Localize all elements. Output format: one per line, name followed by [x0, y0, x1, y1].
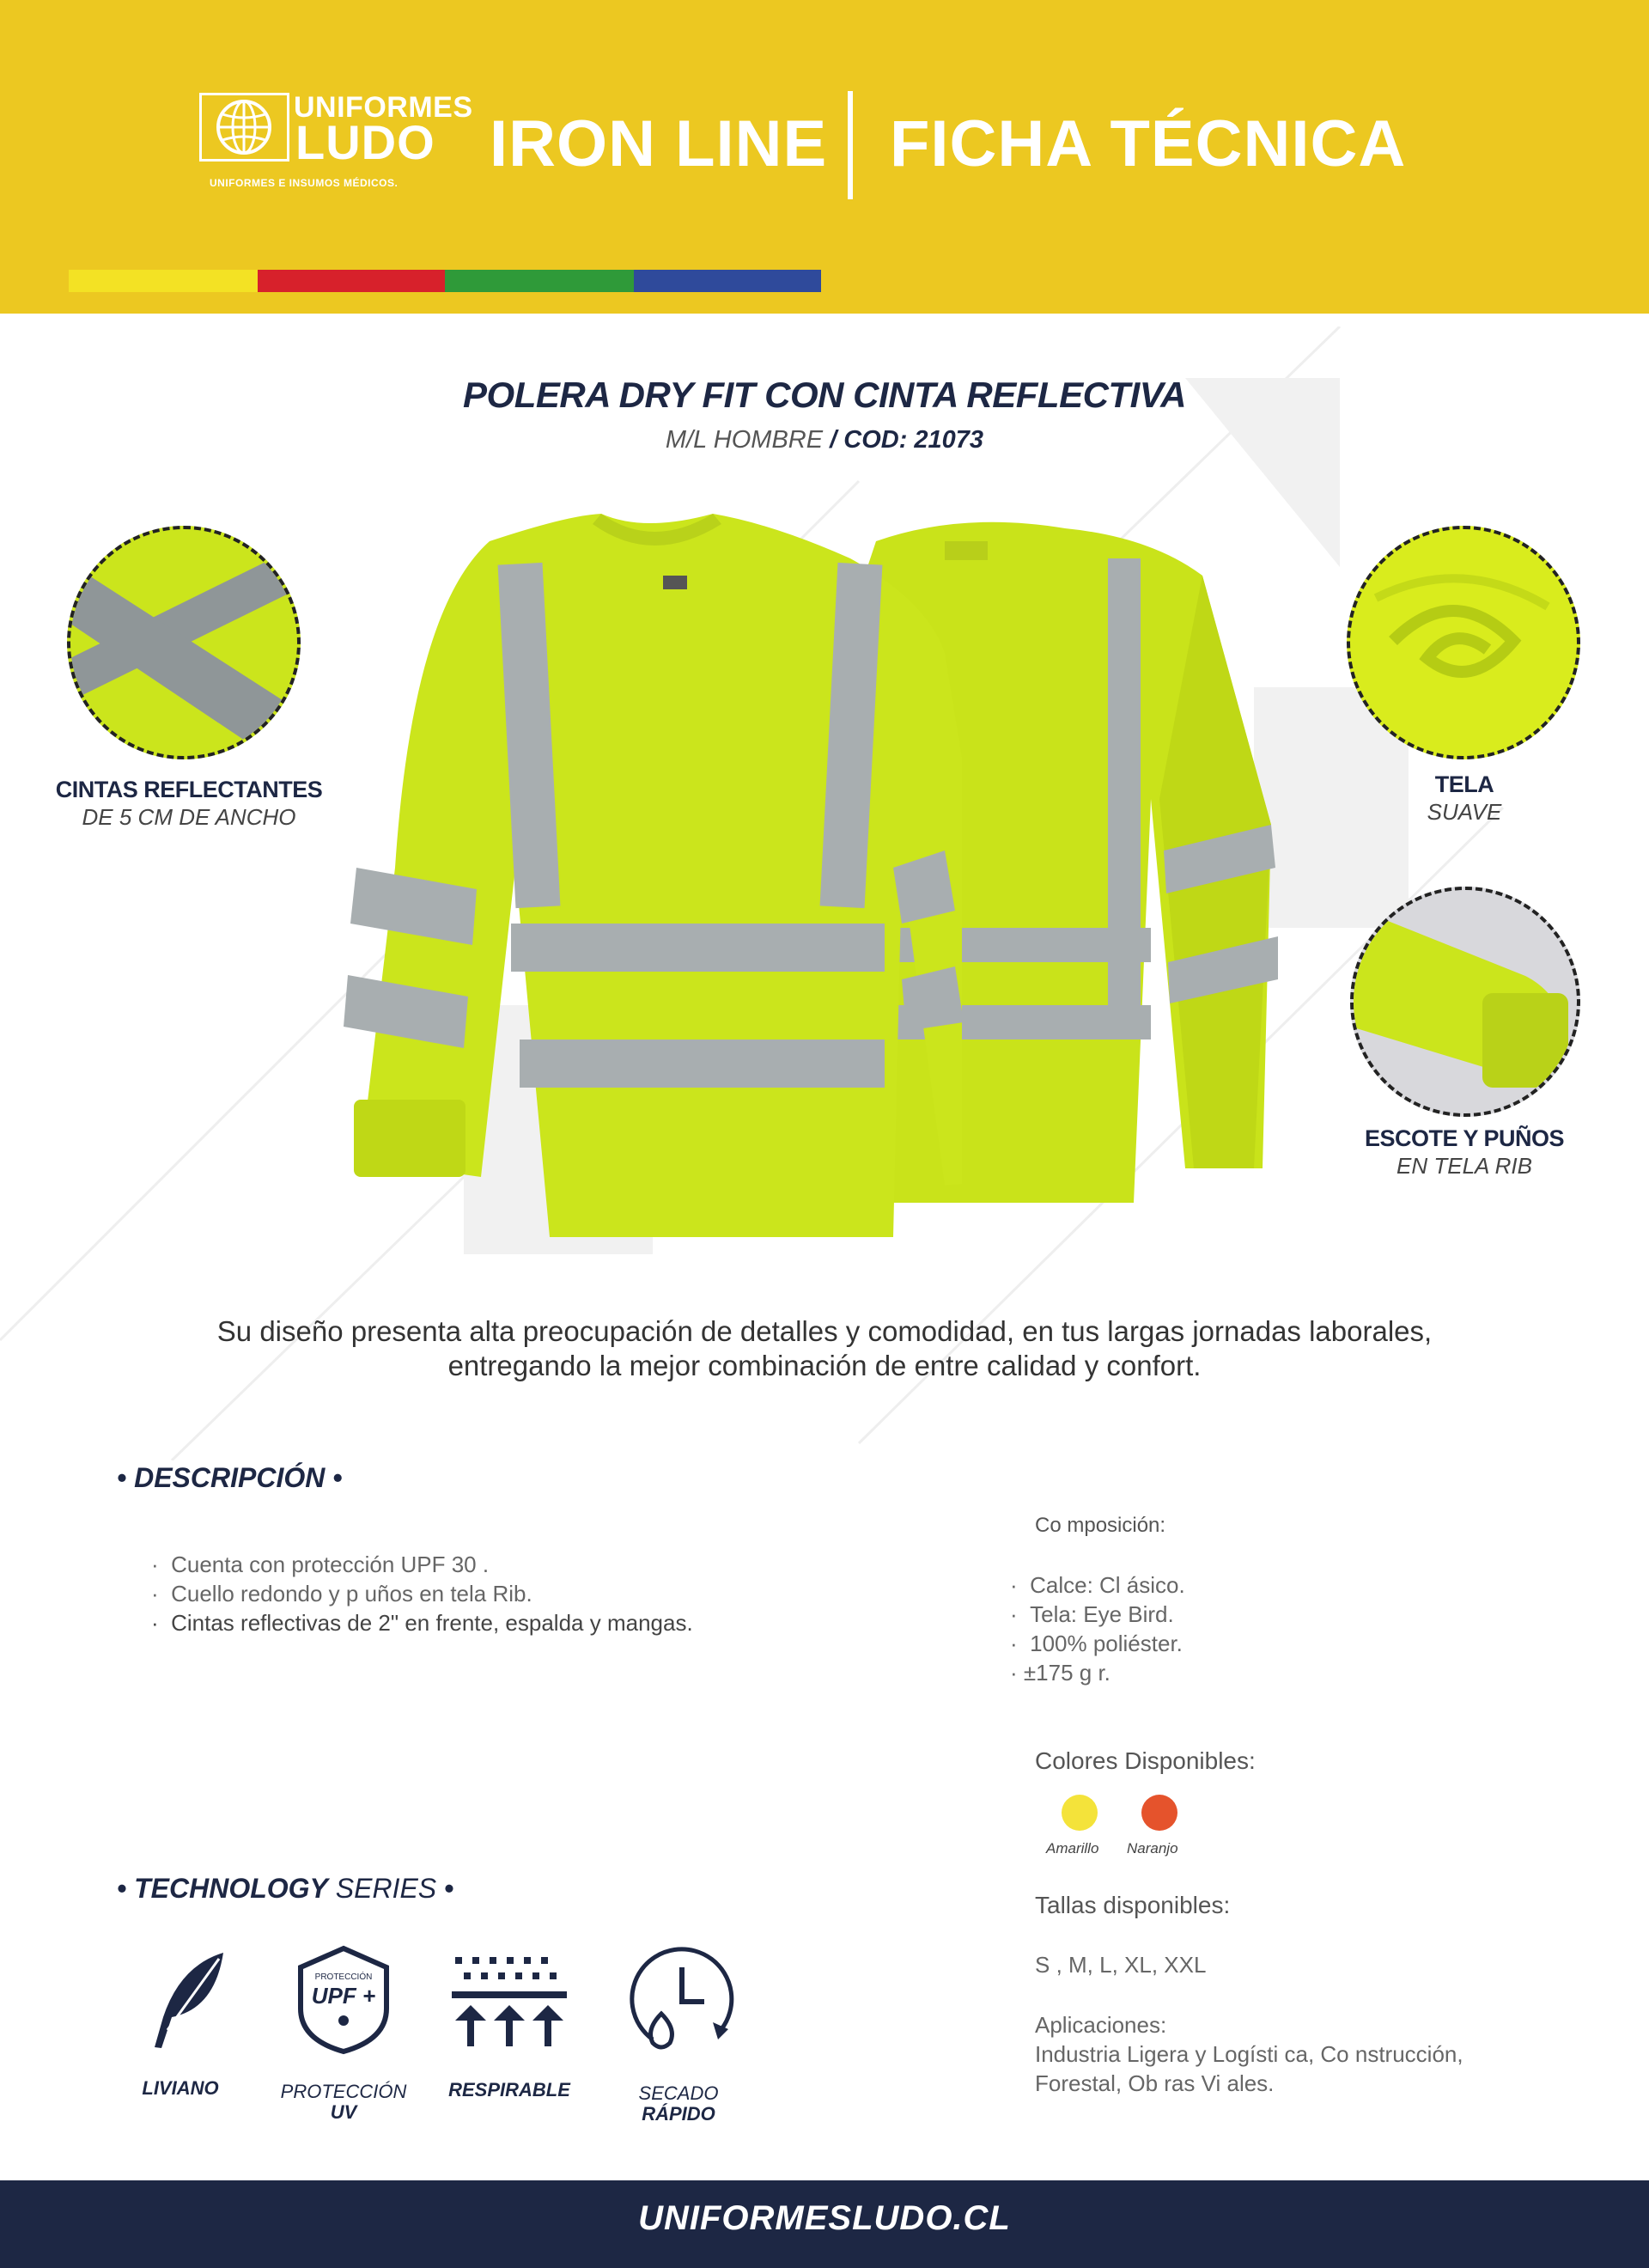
technology-title-bold: TECHNOLOGY	[134, 1873, 328, 1904]
quick-dry-icon	[627, 1943, 737, 2057]
applications-line-2: Forestal, Ob ras Vi ales.	[1035, 2070, 1275, 2096]
breathable-icon	[452, 1952, 567, 2052]
applications-line-1: Industria Ligera y Logísti ca, Co nstrucción,	[1035, 2041, 1463, 2067]
stripe-yellow	[69, 270, 258, 292]
composition-item: · Tela: Eye Bird.	[1010, 1601, 1174, 1627]
intro-line-1: Su diseño presenta alta preocupación de detalles y comodidad, en tus largas jornadas laborales,	[216, 1315, 1433, 1347]
stripe-blue	[634, 270, 821, 292]
tech-label-light: LIVIANO	[142, 2077, 219, 2099]
upf-badge: UPF +	[311, 1983, 376, 2009]
swatch-orange-label: Naranjo	[1127, 1840, 1178, 1856]
description-item: · Cintas reflectivas de 2" en frente, espalda y mangas.	[151, 1610, 693, 1636]
description-item: · Cuello redondo y p uños en tela Rib.	[151, 1581, 532, 1606]
logo-tagline: UNIFORMES E INSUMOS MÉDICOS.	[210, 177, 399, 189]
composition-list	[1010, 1570, 1185, 1687]
fabric-callout-sub: SUAVE	[1427, 799, 1502, 825]
header-divider	[848, 91, 853, 199]
product-code: / COD: 21073	[823, 426, 984, 454]
logo-text-uniformes: UNIFORMES	[294, 91, 473, 124]
brand-logo[interactable]	[199, 91, 473, 192]
composition-item: · ±175 g r.	[1010, 1660, 1110, 1686]
stripe-red	[258, 270, 445, 292]
detail-fabric-image	[1347, 526, 1580, 759]
tech-label-dry-1: SECADO	[638, 2082, 719, 2104]
detail-tapes-image	[67, 526, 301, 759]
tech-label-uv-2: UV	[330, 2101, 357, 2123]
logo-text-ludo: LUDO	[295, 115, 435, 169]
shirt-front-image	[344, 507, 962, 1246]
cuffs-callout-title: ESCOTE Y PUÑOS	[1364, 1125, 1565, 1151]
detail-cuffs-image	[1350, 887, 1580, 1117]
technology-title-light: SERIES	[327, 1873, 437, 1904]
sheet-title: FICHA TÉCNICA	[890, 107, 1407, 180]
sizes-title: Tallas disponibles:	[1035, 1892, 1231, 1918]
intro-line-2: entregando la mejor combinación de entre calidad y confort.	[447, 1350, 1202, 1381]
feather-icon	[146, 1948, 232, 2052]
line-title: IRON LINE	[490, 107, 828, 180]
composition-item: · 100% poliéster.	[1010, 1631, 1183, 1656]
swatch-yellow[interactable]	[1062, 1795, 1098, 1831]
applications-title: Aplicaciones:	[1035, 2012, 1167, 2038]
product-subtitle	[0, 426, 1649, 454]
sizes-value: S , M, L, XL, XXL	[1035, 1952, 1207, 1978]
description-heading: • DESCRIPCIÓN •	[117, 1462, 343, 1493]
product-gender-sleeve: M/L HOMBRE	[665, 426, 824, 454]
description-item: · Cuenta con protección UPF 30 .	[151, 1552, 490, 1577]
composition-title: Co mposición:	[1035, 1514, 1166, 1537]
upf-shield-icon	[295, 1945, 392, 2055]
swatch-orange[interactable]	[1141, 1795, 1177, 1831]
tech-label-dry-2: RÁPIDO	[642, 2103, 715, 2125]
tapes-callout-title: CINTAS REFLECTANTES	[55, 777, 323, 802]
product-title: POLERA DRY FIT CON CINTA REFLECTIVA	[463, 375, 1186, 415]
fabric-callout-title: TELA	[1434, 771, 1494, 797]
swatch-yellow-label: Amarillo	[1046, 1840, 1099, 1856]
composition-item: · Calce: Cl ásico.	[1010, 1572, 1185, 1598]
cuffs-callout-sub: EN TELA RIB	[1396, 1153, 1532, 1179]
footer-website-link[interactable]: UNIFORMESLUDO.CL	[638, 2199, 1011, 2237]
tech-label-uv-1: PROTECCIÓN	[280, 2081, 407, 2102]
stripe-green	[445, 270, 634, 292]
globe-icon	[199, 93, 289, 162]
technology-heading: • TECHNOLOGY SERIES •	[117, 1873, 454, 1904]
tech-label-breathable: RESPIRABLE	[448, 2079, 570, 2100]
upf-badge-small: PROTECCIÓN	[314, 1972, 373, 1982]
intro-paragraph	[172, 1314, 1477, 1383]
description-list	[151, 1550, 693, 1637]
description-title: DESCRIPCIÓN	[134, 1462, 326, 1493]
tapes-callout-sub: DE 5 CM DE ANCHO	[82, 804, 296, 830]
colors-title: Colores Disponibles:	[1035, 1747, 1256, 1774]
